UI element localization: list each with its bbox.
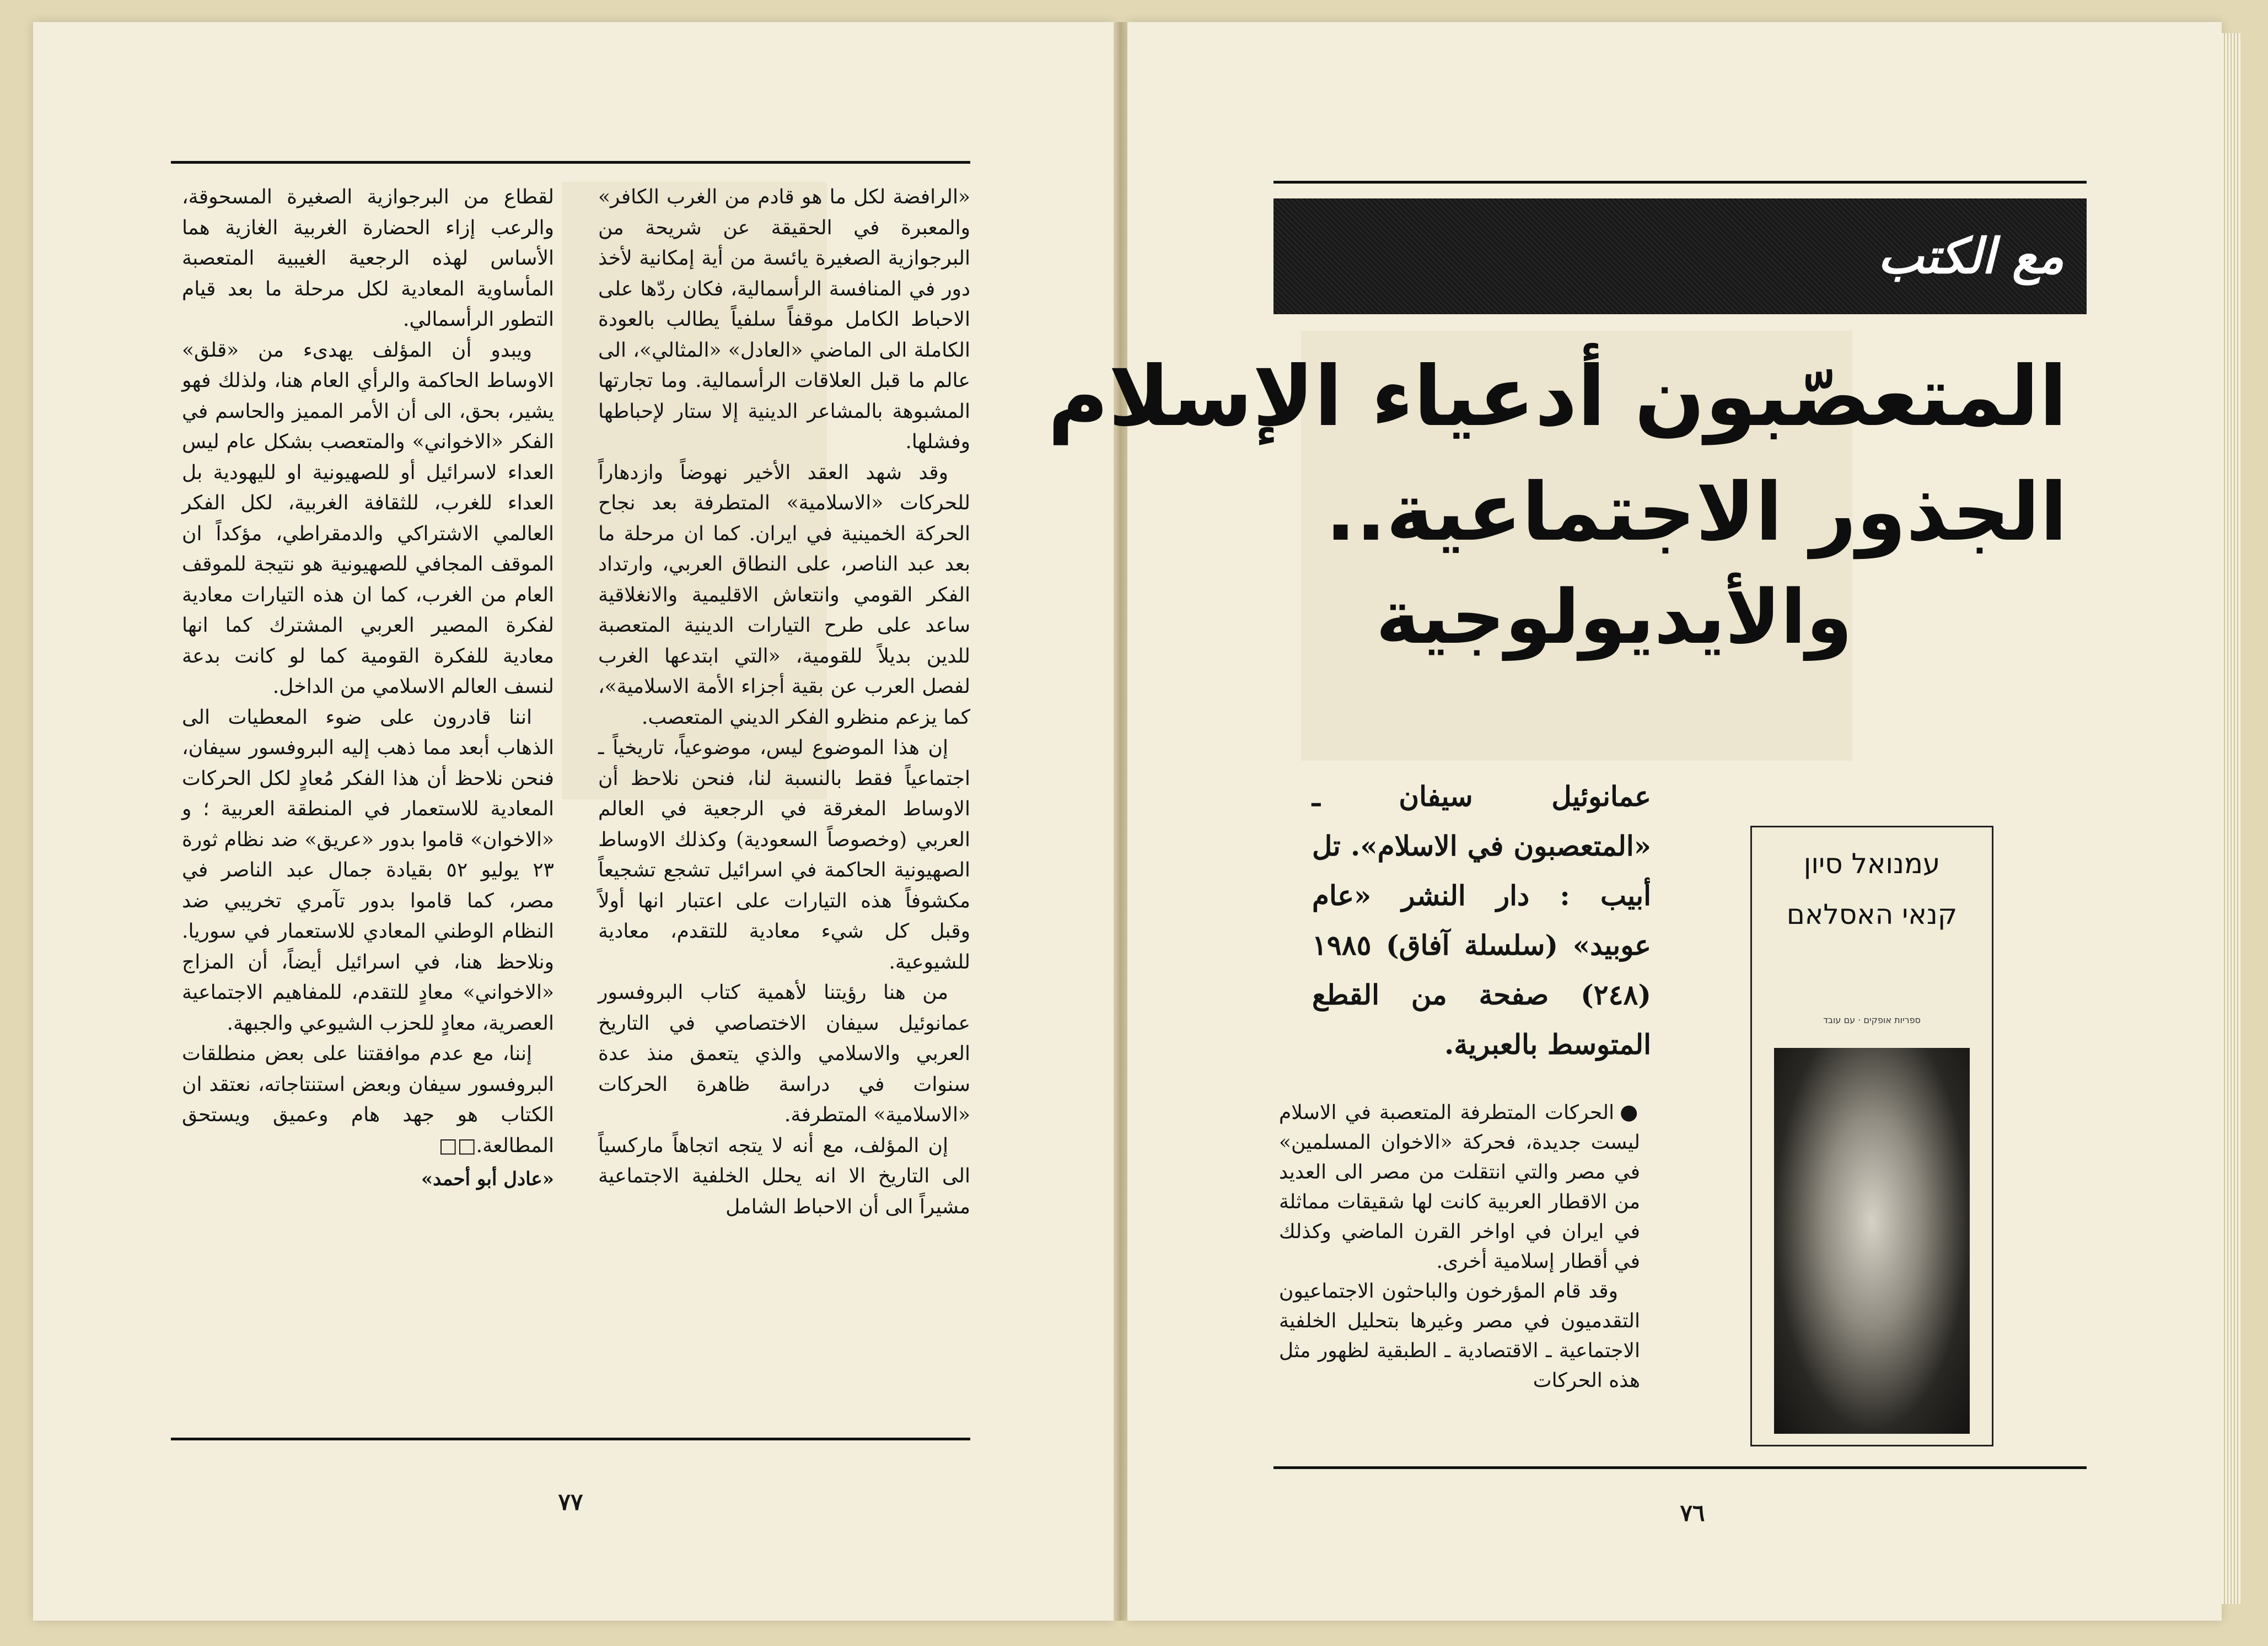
left-page-left-column xyxy=(182,182,554,1195)
paragraph: وقد قام المؤرخون والباحثون الاجتماعيون التقدميون في مصر وغيرها بتحليل الخلفية الاجتماعية ـ الاقتصادية ـ الطبقية لظهور مثل هذه الحركات xyxy=(1279,1280,1640,1392)
paragraph: لقطاع من البرجوازية الصغيرة المسحوقة، والرعب إزاء الحضارة الغربية الغازية هما الأساس لهذه الرجعية الغيبية المتعصبة المأساوية المعادية لكل مرحلة ما بعد قيام التطور الرأسمالي. xyxy=(182,186,554,331)
book-citation: عمانوئيل سيفان ـ «المتعصبون في الاسلام». تل أبيب : دار النشر «عام عوبيد» (سلسلة آفاق) ١٩٨٥ (٢٤٨) صفحة من القطع المتوسط بالعبرية. xyxy=(1312,780,1651,1061)
bottom-rule-right xyxy=(1273,1466,2087,1469)
page-edge-stack xyxy=(2222,33,2240,1604)
cover-series: ספריות אופקים · עם עובד xyxy=(1823,1015,1921,1025)
paragraph: من هنا رؤيتنا لأهمية كتاب البروفسور عمانوئيل سيفان الاختصاصي في التاريخ العربي والاسلامي والذي يتعمق منذ عدة سنوات في دراسة ظاهرة الحركات «الاسلامية» المتطرفة. xyxy=(598,981,970,1126)
page-number-76: ٧٦ xyxy=(1680,1499,1705,1526)
bullet-icon: ● xyxy=(1620,1100,1640,1124)
paragraph-text: الحركات المتطرفة المتعصبة في الاسلام ليست جديدة، فحركة «الاخوان المسلمين» في مصر والتي انتقلت من مصر الى العديد من الاقطار العربية كانت لها شقيقات مماثلة في ايران في اواخر القرن الماضي وكذلك في أقطار إسلامية أخرى. xyxy=(1279,1101,1640,1273)
page-number-77: ٧٧ xyxy=(558,1488,583,1515)
paragraph: إننا، مع عدم موافقتنا على بعض منطلقات البروفسور سيفان وبعض استنتاجاته، نعتقد ان الكتاب هو جهد هام وعميق ويستحق المطالعة.□□ xyxy=(182,1042,554,1157)
book-cover-image xyxy=(1750,826,1993,1446)
author-signature: «عادل أبو أحمد» xyxy=(421,1168,554,1190)
headline-line-1: المتعصّبون أدعياء الإسلام xyxy=(1047,349,2067,445)
headline-line-3: والأيديولوجية xyxy=(1375,574,1852,660)
paragraph: إن المؤلف، مع أنه لا يتجه اتجاهاً ماركسياً الى التاريخ الا انه يحلل الخلفية الاجتماعية مشيراً الى أن الاحباط الشامل xyxy=(598,1134,970,1218)
cover-photo xyxy=(1774,1048,1970,1434)
paragraph xyxy=(1279,1097,1640,1277)
book-gutter xyxy=(1114,22,1127,1621)
left-page-right-column xyxy=(598,182,970,1222)
right-page-body xyxy=(1279,1097,1640,1396)
cover-author: עמנואל סיון xyxy=(1803,848,1941,880)
paragraph: وقد شهد العقد الأخير نهوضاً وازدهاراً للحركات «الاسلامية» المتطرفة بعد نجاح الحركة الخمينية في ايران. كما ان مرحلة ما بعد عبد الناصر، على النطاق العربي، وارتداد الفكر القومي وانتعاش الاقليمية والانغلاقية ساعد على طرح التيارات الدينية المتعصبة للدين بديلاً للقومية، «التي ابتدعها الغرب لفصل العرب عن بقية أجزاء الأمة الاسلامية»، كما يزعم منظرو الفكر الديني المتعصب. xyxy=(598,461,970,729)
paragraph: ويبدو أن المؤلف يهدىء من «قلق» الاوساط الحاكمة والرأي العام هنا، ولذلك فهو يشير، بحق، الى أن الأمر المميز والحاسم في الفكر «الاخواني» والمتعصب بشكل عام ليس العداء لاسرائيل أو للصهيونية او لليهودية بل العداء للغرب، للثقافة الغربية، لكل الفكر العالمي الاشتراكي والدمقراطي، مؤكداً ان الموقف المجافي للصهيونية هو نتيجة للموقف العام من الغرب، كما ان هذه التيارات معادية لفكرة المصير العربي المشترك كما انها معادية للفكرة القومية كما لو كانت بدعة لنسف العالم الاسلامي من الداخل. xyxy=(182,338,554,698)
paragraph: اننا قادرون على ضوء المعطيات الى الذهاب أبعد مما ذهب إليه البروفسور سيفان، فنحن نلاحظ أن هذا الفكر مُعادٍ لكل الحركات المعادية للاستعمار في المنطقة العربية ؛ و «الاخوان» قاموا بدور «عريق» ضد نظام ثورة ٢٣ يوليو ٥٢ بقيادة جمال عبد الناصر في مصر، كما قاموا بدور تآمري تخريبي ضد النظام الوطني المعادي للاستعمار في سوريا. ونلاحظ هنا، في اسرائيل أيضاً، أن المزاج «الاخواني» معادٍ للتقدم، للمفاهيم الاجتماعية العصرية، معادٍ للحزب الشيوعي والجبهة. xyxy=(182,706,554,1035)
section-banner-title: مع الكتب xyxy=(1878,228,2064,284)
paragraph: «الرافضة لكل ما هو قادم من الغرب الكافر» والمعبرة في الحقيقة عن شريحة من البرجوازية الصغيرة يائسة من أية إمكانية لأخذ دور في المنافسة الرأسمالية، فكان ردّها على الاحباط الكامل موقفاً سلفياً يطالب بالعودة الكاملة الى الماضي «العادل» «المثالي»، الى عالم ما قبل العلاقات الرأسمالية. وما تجارتها المشبوهة بالمشاعر الدينية إلا ستار لإحباطها وفشلها. xyxy=(598,186,970,453)
headline-line-2: الجذور الاجتماعية.. xyxy=(1325,466,2067,559)
top-rule-left xyxy=(171,161,970,164)
paragraph: إن هذا الموضوع ليس، موضوعياً، تاريخياً ـ اجتماعياً فقط بالنسبة لنا، فنحن نلاحظ أن الاوساط المغرقة في الرجعية في العالم العربي (وخصوصاً السعودية) وكذلك الاوساط الصهيونية الحاكمة في اسرائيل تشجع تشجيعاً مكشوفاً هذه التيارات على اعتبار انها أولاً وقبل كل شيء معادية للتقدم، معادية للشيوعية. xyxy=(598,736,970,973)
bottom-rule-left xyxy=(171,1438,970,1440)
top-rule-right xyxy=(1273,181,2087,184)
cover-title: קנאי האסלאם xyxy=(1786,899,1958,930)
